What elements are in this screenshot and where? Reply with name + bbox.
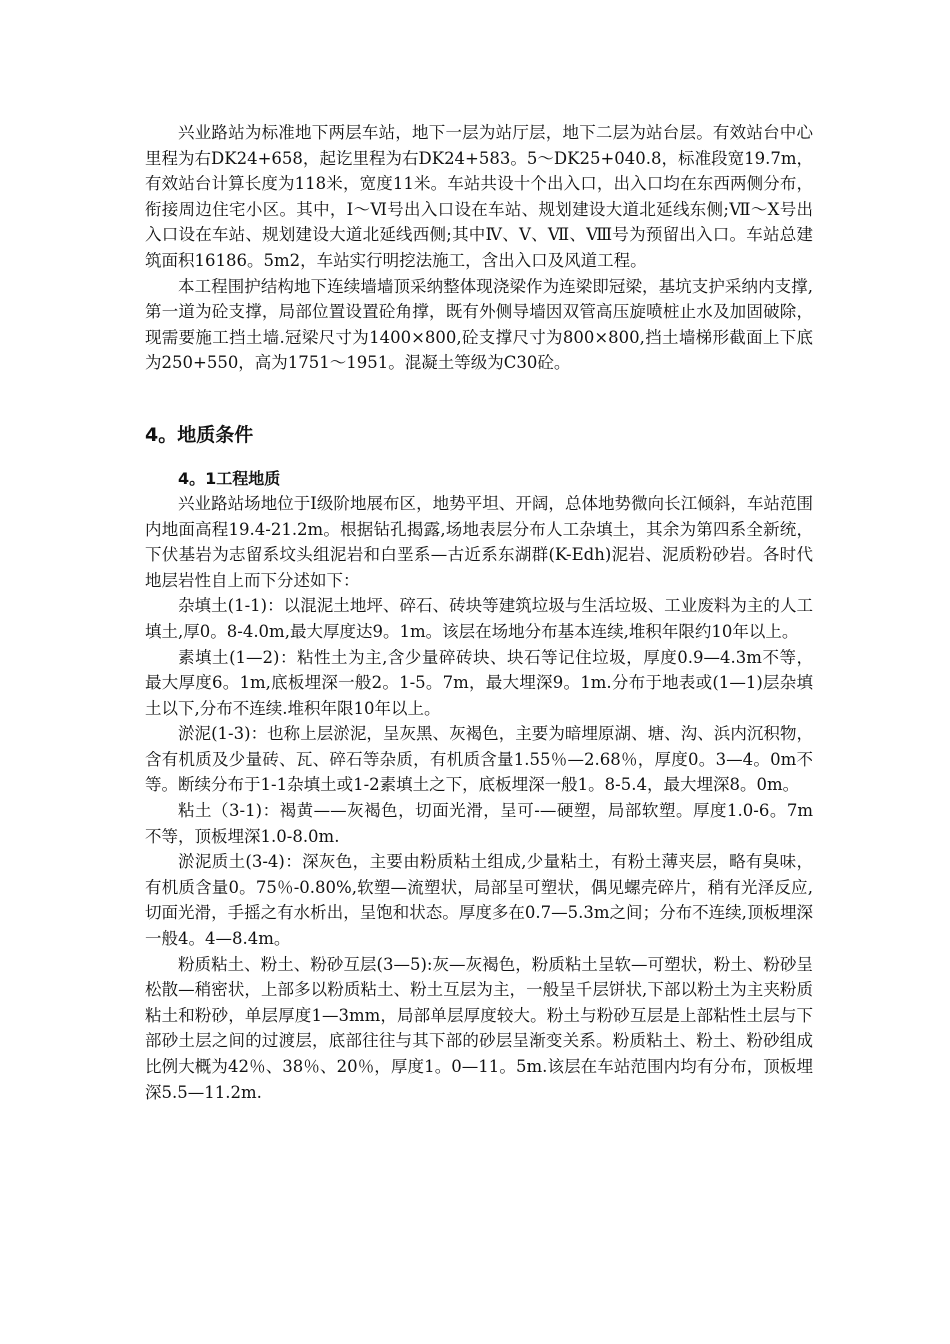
geology-paragraph-overview: 兴业路站场地位于Ⅰ级阶地展布区，地势平坦、开阔，总体地势微向长江倾斜，车站范围内地面高程19.4-21.2m。根据钻孔揭露,场地表层分布人工杂填土，其余为第四系全新统，下伏基岩为志留系坟头组泥岩和白垩系—古近系东湖群(K-Edh)泥岩、泥质粉砂岩。各时代地层岩性自上而下分述如下： bbox=[145, 493, 813, 590]
geology-paragraph-plain-fill: 素填土(1—2)：粘性土为主,含少量碎砖块、块石等记住垃圾，厚度0.9—4.3m不等，最大厚度6。1m,底板埋深一般2。1-5。7m，最大埋深9。1m.分布于地表或(1—1)层杂填土以下,分布不连续.堆积年限10年以上。 bbox=[145, 647, 813, 718]
intro-paragraph-1: 兴业路站为标准地下两层车站，地下一层为站厅层，地下二层为站台层。有效站台中心里程为右DK24+658，起讫里程为右DK24+583。5～DK25+040.8，标准段宽19.7m，有效站台计算长度为118米，宽度11米。车站共设十个出入口，出入口均在东西两侧分布，衔接周边住宅小区。其中，Ⅰ～Ⅵ号出入口设在车站、规划建设大道北延线东侧;Ⅶ～Ⅹ号出入口设在车站、规划建设大道北延线西侧;其中Ⅳ、Ⅴ、Ⅶ、Ⅷ号为预留出入口。车站总建筑面积16186。5m2，车站实行明挖法施工，含出入口及风道工程。 bbox=[145, 123, 813, 270]
geology-paragraph-silt: 淤泥(1-3)：也称上层淤泥，呈灰黑、灰褐色，主要为暗埋原湖、塘、沟、浜内沉积物，含有机质及少量砖、瓦、碎石等杂质，有机质含量1.55％—2.68％，厚度0。3—4。0m不等。断续分布于1-1杂填土或1-2素填土之下，底板埋深一般1。8-5.4，最大埋深8。0m。 bbox=[145, 724, 813, 795]
geology-paragraph-interbedded-layer: 粉质粘土、粉土、粉砂互层(3—5):灰—灰褐色，粉质粘土呈软—可塑状，粉土、粉砂呈松散—稍密状，上部多以粉质粘土、粉土互层为主，一般呈千层饼状,下部以粉土为主夹粉质粘土和粉砂，单层厚度1—3mm，局部单层厚度较大。粉土与粉砂互层是上部粘性土层与下部砂土层之间的过渡层，底部往往与其下部的砂层呈渐变关系。粉质粘土、粉土、粉砂组成比例大概为42％、38％、20％，厚度1。0—11。5m.该层在车站范围内均有分布，顶板埋深5.5—11.2m. bbox=[145, 954, 813, 1102]
section-heading-geology: 4。地质条件 bbox=[145, 423, 254, 446]
geology-paragraph-clay: 粘土（3-1)：褐黄——灰褐色，切面光滑，呈可-—硬塑，局部软塑。厚度1.0-6。7m不等，顶板埋深1.0-8.0m. bbox=[145, 801, 813, 846]
geology-paragraph-miscellaneous-fill: 杂填土(1-1)：以混泥土地坪、碎石、砖块等建筑垃圾与生活垃圾、工业废料为主的人工填土,厚0。8-4.0m,最大厚度达9。1m。该层在场地分布基本连续,堆积年限约10年以上。 bbox=[145, 596, 813, 641]
subsection-heading-engineering-geology: 4。1工程地质 bbox=[178, 468, 281, 488]
geology-paragraph-silty-soil: 淤泥质土(3-4)：深灰色，主要由粉质粘土组成,少量粘土，有粉土薄夹层，略有臭味，有机质含量0。75％-0.80%,软塑—流塑状，局部呈可塑状，偶见螺壳碎片，稍有光泽反应,切面光滑，手摇之有水析出，呈饱和状态。厚度多在0.7—5.3m之间；分布不连续,顶板埋深一般4。4—8.4m。 bbox=[145, 852, 813, 949]
document-page bbox=[145, 120, 813, 1105]
intro-paragraph-2: 本工程围护结构地下连续墙墙顶采纳整体现浇梁作为连梁即冠梁，基坑支护采纳内支撑,第一道为砼支撑，局部位置设置砼角撑，既有外侧导墙因双管高压旋喷桩止水及加固破除，现需要施工挡土墙.冠梁尺寸为1400×800,砼支撑尺寸为800×800,挡土墙梯形截面上下底为250+550，高为1751～1951。混凝土等级为C30砼。 bbox=[145, 276, 813, 373]
